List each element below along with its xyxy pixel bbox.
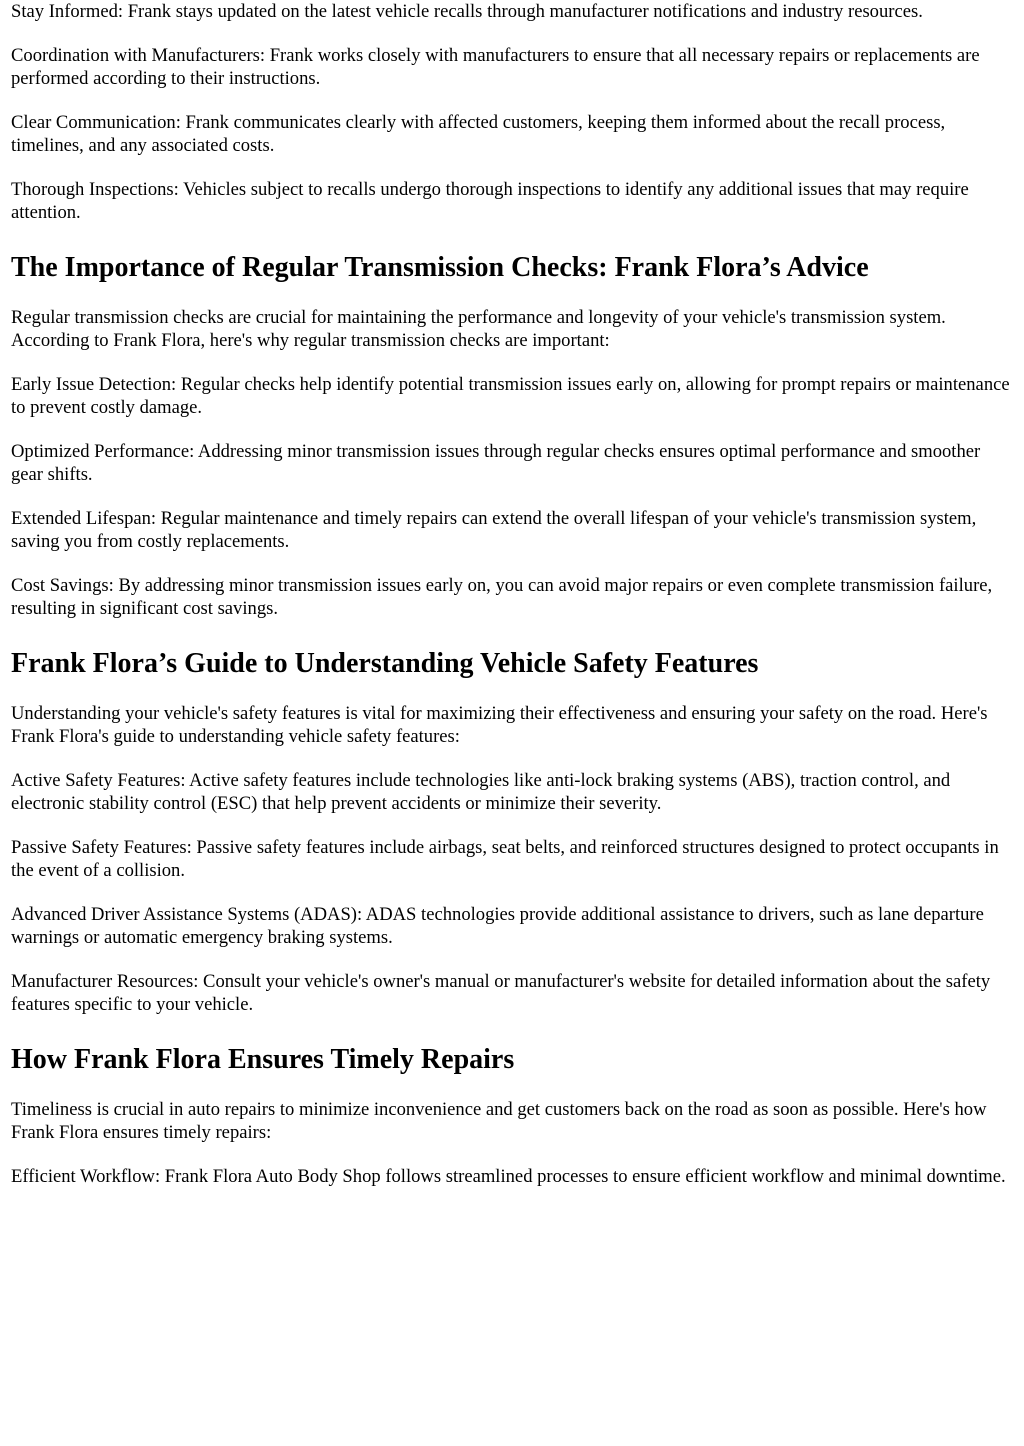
paragraph-cost-savings: Cost Savings: By addressing minor transmission issues early on, you can avoid major repairs or even complete transmission failure, resulting in significant cost savings. bbox=[11, 574, 993, 619]
paragraph-timeliness-intro: Timeliness is crucial in auto repairs to minimize inconvenience and get customers back on the road as soon as possible. Here's how Frank Flora ensures timely repairs: bbox=[11, 1098, 987, 1143]
section-heading: Frank Flora’s Guide to Understanding Vehicle Safety Features bbox=[11, 647, 759, 679]
paragraph-extended-lifespan: Extended Lifespan: Regular maintenance and timely repairs can extend the overall lifespan of your vehicle's transmission system, saving you from costly replacements. bbox=[11, 507, 977, 552]
section-safety-features bbox=[11, 647, 1014, 1017]
paragraph-adas: Advanced Driver Assistance Systems (ADAS): ADAS technologies provide additional assistance to drivers, such as lane departure warnings or automatic emergency braking systems. bbox=[11, 903, 984, 948]
paragraph-optimized-performance: Optimized Performance: Addressing minor transmission issues through regular checks ensures optimal performance and smoother gear shifts. bbox=[11, 440, 981, 485]
section-heading: How Frank Flora Ensures Timely Repairs bbox=[11, 1043, 515, 1075]
paragraph-early-issue-detection: Early Issue Detection: Regular checks help identify potential transmission issues early on, allowing for prompt repairs or maintenance to prevent costly damage. bbox=[11, 373, 1010, 418]
paragraph-stay-informed: Stay Informed: Frank stays updated on the latest vehicle recalls through manufacturer notifications and industry resources. bbox=[11, 1, 923, 22]
paragraph-safety-intro: Understanding your vehicle's safety features is vital for maximizing their effectiveness and ensuring your safety on the road. Here's Frank Flora's guide to understanding vehicle safety features: bbox=[11, 702, 988, 747]
paragraph-coordination: Coordination with Manufacturers: Frank works closely with manufacturers to ensure that all necessary repairs or replacements are performed according to their instructions. bbox=[11, 44, 980, 89]
paragraph-efficient-workflow: Efficient Workflow: Frank Flora Auto Body Shop follows streamlined processes to ensure efficient workflow and minimal downtime. bbox=[11, 1165, 1006, 1187]
paragraph-clear-communication: Clear Communication: Frank communicates clearly with affected customers, keeping them informed about the recall process, timelines, and any associated costs. bbox=[11, 111, 946, 156]
paragraph-passive-safety: Passive Safety Features: Passive safety features include airbags, seat belts, and reinforced structures designed to protect occupants in the event of a collision. bbox=[11, 836, 999, 881]
paragraph-active-safety: Active Safety Features: Active safety features include technologies like anti-lock braking systems (ABS), traction control, and electronic stability control (ESC) that help prevent accidents or minimize their severity. bbox=[11, 769, 951, 814]
paragraph-manufacturer-resources: Manufacturer Resources: Consult your vehicle's owner's manual or manufacturer's website for detailed information about the safety features specific to your vehicle. bbox=[11, 970, 991, 1015]
section-timely-repairs bbox=[11, 1043, 1014, 1189]
paragraph-transmission-intro: Regular transmission checks are crucial for maintaining the performance and longevity of your vehicle's transmission system. According to Frank Flora, here's why regular transmission checks are important: bbox=[11, 306, 946, 351]
paragraph-thorough-inspections: Thorough Inspections: Vehicles subject to recalls undergo thorough inspections to identify any additional issues that may require attention. bbox=[11, 178, 969, 223]
recall-intro-block bbox=[11, 0, 1014, 225]
section-transmission-checks bbox=[11, 251, 1014, 621]
section-heading: The Importance of Regular Transmission Checks: Frank Flora’s Advice bbox=[11, 251, 869, 283]
